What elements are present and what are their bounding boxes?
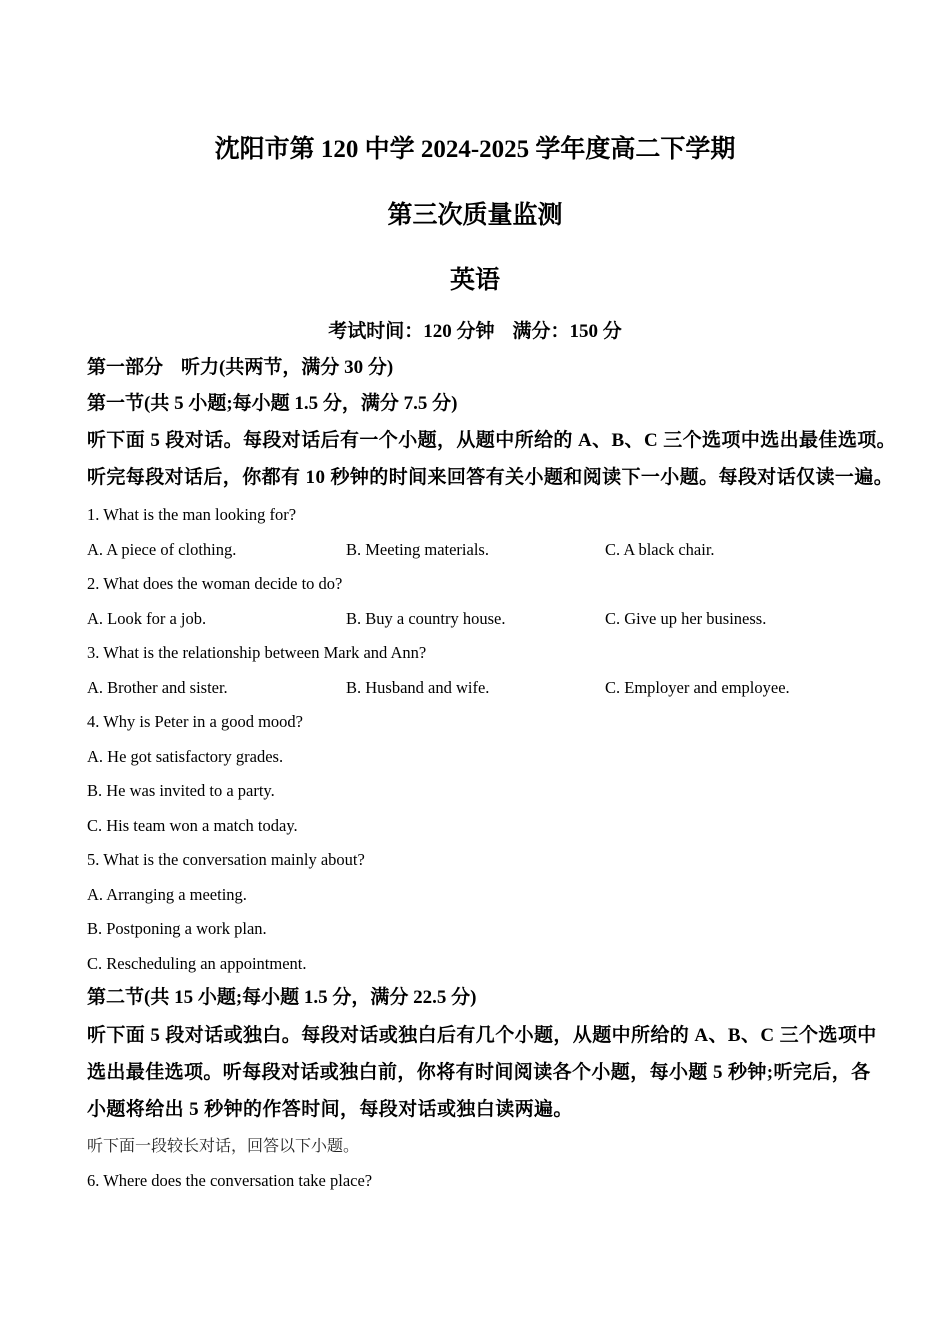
exam-time: 考试时间：120 分钟: [328, 321, 495, 342]
question-2-option-a: A. Look for a job.: [87, 609, 207, 628]
question-5-stem: 5. What is the conversation mainly about?: [87, 850, 365, 869]
part1-heading: [87, 356, 393, 380]
question-1-option-c: C. A black chair.: [605, 540, 715, 559]
exam-title-line1: 沈阳市第 120 中学 2024-2025 学年度高二下学期: [214, 136, 736, 163]
question-4-option-c: C. His team won a match today.: [87, 816, 298, 835]
question-4-option-a: A. He got satisfactory grades.: [87, 747, 284, 766]
question-3-option-c: C. Employer and employee.: [605, 678, 790, 697]
question-3-option-b: B. Husband and wife.: [346, 678, 490, 697]
section2-lead-in: 听下面一段较长对话，回答以下小题。: [87, 1138, 360, 1155]
section2-heading: 第二节(共 15 小题;每小题 1.5 分，满分 22.5 分): [87, 987, 477, 1008]
question-1-option-a: A. A piece of clothing.: [87, 540, 237, 559]
question-4-option-b: B. He was invited to a party.: [87, 781, 275, 800]
full-score: 满分：150 分: [512, 321, 622, 342]
exam-info: [0, 320, 950, 344]
question-5-option-b: B. Postponing a work plan.: [87, 919, 267, 938]
question-1-stem: 1. What is the man looking for?: [87, 505, 297, 524]
question-2-stem: 2. What does the woman decide to do?: [87, 574, 343, 593]
part1-heading-desc: 听力(共两节，满分 30 分): [181, 357, 394, 378]
exam-subject: 英语: [449, 267, 500, 294]
question-4-stem: 4. Why is Peter in a good mood?: [87, 712, 303, 731]
question-5-option-a: A. Arranging a meeting.: [87, 885, 247, 904]
section2-instruction-line3: 小题将给出 5 秒钟的作答时间，每段对话或独白读两遍。: [87, 1099, 573, 1120]
question-2-option-c: C. Give up her business.: [605, 609, 767, 628]
question-5-option-c: C. Rescheduling an appointment.: [87, 954, 307, 973]
section2-instruction-line1: 听下面 5 段对话或独白。每段对话或独白后有几个小题，从题中所给的 A、B、C 三个选项中: [87, 1025, 877, 1046]
part1-heading-label: 第一部分: [87, 357, 164, 378]
section2-instruction-line2: 选出最佳选项。听每段对话或独白前，你将有时间阅读各个小题，每小题 5 秒钟;听完后，各: [87, 1062, 871, 1083]
question-3-stem: 3. What is the relationship between Mark and Ann?: [87, 643, 427, 662]
question-2-option-b: B. Buy a country house.: [346, 609, 506, 628]
question-3-option-a: A. Brother and sister.: [87, 678, 228, 697]
exam-title-line2: 第三次质量监测: [387, 202, 563, 229]
section1-instruction-line1: 听下面 5 段对话。每段对话后有一个小题，从题中所给的 A、B、C 三个选项中选出最佳选项。: [87, 430, 897, 451]
question-6-stem: 6. Where does the conversation take place?: [87, 1171, 373, 1190]
section1-heading: 第一节(共 5 小题;每小题 1.5 分，满分 7.5 分): [87, 393, 458, 414]
question-1-option-b: B. Meeting materials.: [346, 540, 489, 559]
section1-instruction-line2: 听完每段对话后，你都有 10 秒钟的时间来回答有关小题和阅读下一小题。每段对话仅读一遍。: [87, 467, 894, 488]
